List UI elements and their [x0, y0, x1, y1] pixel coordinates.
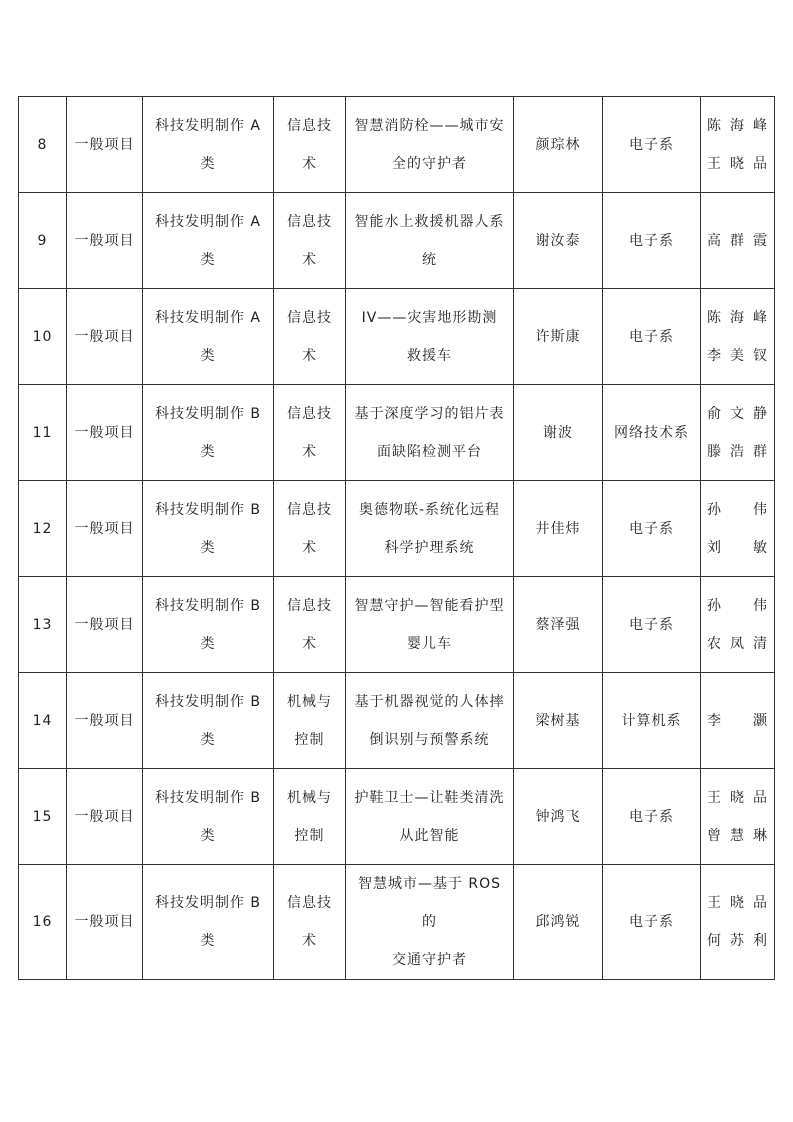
cell-department: 网络技术系 [603, 385, 701, 481]
cell-field [274, 481, 346, 577]
cell-title-line-1: 护鞋卫士—让鞋类清洗 [354, 789, 505, 806]
cell-level: 一般项目 [67, 385, 143, 481]
cell-teacher-line-1: 高群霞 [707, 232, 768, 249]
cell-teacher [701, 673, 775, 769]
cell-number: 8 [19, 97, 67, 193]
cell-level: 一般项目 [67, 193, 143, 289]
cell-category-line-1: 科技发明制作 B [154, 789, 262, 806]
cell-department: 电子系 [603, 481, 701, 577]
cell-leader: 谢汝泰 [514, 193, 603, 289]
cell-title-line-1: 智慧消防栓——城市安 [354, 117, 505, 134]
cell-leader: 井佳炜 [514, 481, 603, 577]
cell-teacher-line-2: 滕浩群 [707, 443, 768, 460]
cell-field [274, 673, 346, 769]
cell-leader: 颜琮林 [514, 97, 603, 193]
cell-title [346, 673, 514, 769]
cell-title [346, 865, 514, 980]
cell-field-line-1: 信息技 [287, 895, 332, 911]
cell-leader: 梁树基 [514, 673, 603, 769]
cell-category-line-2: 类 [200, 443, 216, 460]
cell-title-line-1: 奥德物联-系统化远程 [358, 501, 501, 518]
cell-category-line-2: 类 [200, 731, 216, 748]
cell-teacher [701, 769, 775, 865]
cell-teacher [701, 865, 775, 980]
cell-department: 电子系 [603, 97, 701, 193]
cell-teacher-line-2: 李美钗 [707, 347, 768, 364]
cell-level: 一般项目 [67, 289, 143, 385]
cell-teacher-line-2: 何苏利 [707, 933, 768, 949]
cell-field [274, 385, 346, 481]
cell-level: 一般项目 [67, 97, 143, 193]
cell-category-line-1: 科技发明制作 B [154, 405, 262, 422]
cell-category-line-2: 类 [200, 251, 216, 268]
cell-field-line-1: 信息技 [287, 213, 332, 230]
cell-teacher-line-1: 孙伟 [707, 501, 768, 518]
cell-field-line-1: 信息技 [287, 501, 332, 518]
cell-number: 12 [19, 481, 67, 577]
cell-teacher-line-1: 孙伟 [707, 597, 768, 614]
cell-leader: 钟鸿飞 [514, 769, 603, 865]
cell-category-line-1: 科技发明制作 B [154, 693, 262, 710]
cell-number: 14 [19, 673, 67, 769]
cell-teacher-line-2: 刘敏 [707, 539, 768, 556]
cell-category-line-2: 类 [200, 635, 216, 652]
cell-field-line-2: 控制 [294, 827, 325, 844]
cell-category [143, 97, 274, 193]
cell-teacher-line-1: 王晓品 [707, 895, 768, 911]
cell-category-line-2: 类 [200, 347, 216, 364]
cell-category-line-2: 类 [200, 933, 216, 949]
cell-number: 11 [19, 385, 67, 481]
cell-teacher-line-1: 李灏 [707, 712, 768, 729]
cell-teacher-line-1: 陈海峰 [707, 117, 768, 134]
cell-number: 15 [19, 769, 67, 865]
cell-title [346, 481, 514, 577]
cell-department: 电子系 [603, 289, 701, 385]
cell-field-line-2: 术 [302, 347, 317, 364]
cell-level: 一般项目 [67, 673, 143, 769]
cell-category [143, 769, 274, 865]
cell-department: 电子系 [603, 193, 701, 289]
cell-field-line-2: 控制 [294, 731, 325, 748]
cell-title-line-2: 婴儿车 [407, 635, 452, 652]
table-row [19, 289, 775, 385]
cell-category [143, 673, 274, 769]
cell-field [274, 193, 346, 289]
cell-teacher [701, 289, 775, 385]
cell-category [143, 289, 274, 385]
cell-teacher-line-1: 俞文静 [707, 405, 768, 422]
cell-category-line-2: 类 [200, 539, 216, 556]
cell-title-line-2: 救援车 [407, 347, 452, 364]
cell-field [274, 769, 346, 865]
cell-title [346, 769, 514, 865]
table-row [19, 193, 775, 289]
cell-field-line-2: 术 [302, 155, 317, 172]
cell-category [143, 577, 274, 673]
cell-category-line-1: 科技发明制作 B [154, 597, 262, 614]
cell-field-line-1: 信息技 [287, 117, 332, 134]
cell-field-line-2: 术 [302, 251, 317, 268]
cell-title-line-1: 智慧城市—基于 ROS 的 [357, 876, 502, 930]
cell-title-line-2: 科学护理系统 [384, 539, 475, 556]
cell-title [346, 577, 514, 673]
table-row [19, 577, 775, 673]
cell-level: 一般项目 [67, 577, 143, 673]
table-row [19, 769, 775, 865]
cell-teacher [701, 97, 775, 193]
cell-number: 10 [19, 289, 67, 385]
cell-field-line-1: 机械与 [287, 789, 332, 806]
cell-department: 电子系 [603, 577, 701, 673]
table-row [19, 385, 775, 481]
cell-leader: 蔡泽强 [514, 577, 603, 673]
cell-department: 计算机系 [603, 673, 701, 769]
cell-title-line-1: 基于机器视觉的人体摔 [354, 693, 505, 710]
cell-teacher-line-2: 曾慧琳 [707, 827, 768, 844]
cell-field [274, 289, 346, 385]
cell-leader: 许斯康 [514, 289, 603, 385]
cell-field-line-2: 术 [302, 635, 317, 652]
cell-title [346, 385, 514, 481]
cell-title-line-1: 基于深度学习的铝片表 [354, 405, 505, 422]
cell-title [346, 289, 514, 385]
cell-teacher [701, 577, 775, 673]
cell-number: 13 [19, 577, 67, 673]
cell-number: 9 [19, 193, 67, 289]
cell-field-line-1: 机械与 [287, 693, 332, 710]
cell-teacher [701, 193, 775, 289]
cell-title-line-2: 面缺陷检测平台 [377, 443, 482, 460]
cell-field [274, 865, 346, 980]
cell-title-line-2: 倒识别与预警系统 [369, 731, 490, 748]
cell-category-line-2: 类 [200, 827, 216, 844]
project-table [18, 96, 775, 980]
table-row [19, 673, 775, 769]
cell-leader: 邱鸿锐 [514, 865, 603, 980]
cell-department: 电子系 [603, 769, 701, 865]
cell-title [346, 193, 514, 289]
cell-field [274, 577, 346, 673]
cell-leader: 谢波 [514, 385, 603, 481]
cell-category [143, 385, 274, 481]
cell-teacher-line-1: 王晓品 [707, 789, 768, 806]
cell-teacher-line-2: 王晓品 [707, 155, 768, 172]
cell-title-line-1: 智能水上救援机器人系 [354, 213, 505, 230]
cell-category-line-1: 科技发明制作 A [154, 309, 262, 326]
cell-field-line-2: 术 [302, 933, 317, 949]
cell-field-line-1: 信息技 [287, 309, 332, 326]
cell-title-line-1: ⅠⅤ——灾害地形勘测 [361, 309, 498, 326]
cell-field [274, 97, 346, 193]
cell-department: 电子系 [603, 865, 701, 980]
cell-title-line-2: 统 [422, 251, 437, 268]
cell-field-line-1: 信息技 [287, 597, 332, 614]
cell-title [346, 97, 514, 193]
cell-teacher-line-1: 陈海峰 [707, 309, 768, 326]
cell-category-line-1: 科技发明制作 A [154, 117, 262, 134]
cell-level: 一般项目 [67, 481, 143, 577]
cell-category-line-2: 类 [200, 155, 216, 172]
cell-category-line-1: 科技发明制作 B [154, 501, 262, 518]
cell-category-line-1: 科技发明制作 B [154, 895, 262, 911]
cell-field-line-2: 术 [302, 443, 317, 460]
cell-level: 一般项目 [67, 865, 143, 980]
cell-teacher-line-2: 农凤清 [707, 635, 768, 652]
cell-level: 一般项目 [67, 769, 143, 865]
cell-title-line-2: 全的守护者 [392, 155, 467, 172]
cell-title-line-2: 从此智能 [399, 827, 460, 844]
cell-category [143, 865, 274, 980]
cell-number: 16 [19, 865, 67, 980]
cell-teacher [701, 385, 775, 481]
cell-title-line-2: 交通守护者 [392, 952, 467, 968]
cell-field-line-1: 信息技 [287, 405, 332, 422]
table-row [19, 865, 775, 980]
cell-field-line-2: 术 [302, 539, 317, 556]
cell-teacher [701, 481, 775, 577]
table-row [19, 97, 775, 193]
table-row [19, 481, 775, 577]
cell-category-line-1: 科技发明制作 A [154, 213, 262, 230]
project-table-body [19, 97, 775, 980]
cell-category [143, 193, 274, 289]
cell-category [143, 481, 274, 577]
cell-title-line-1: 智慧守护—智能看护型 [354, 597, 505, 614]
